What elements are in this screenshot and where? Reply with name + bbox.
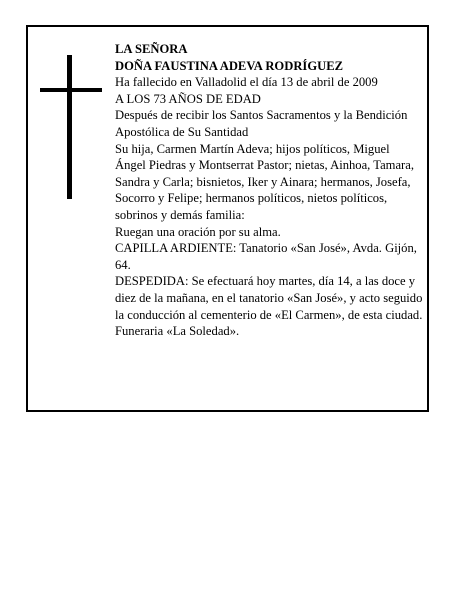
funeral-home-line: Funeraria «La Soledad». (115, 324, 240, 339)
cross-horizontal-bar (40, 88, 102, 92)
notice-title: LA SEÑORA (115, 42, 188, 56)
farewell-line: DESPEDIDA: Se efectuará hoy martes, día 14, a las doce y diez de la mañana, en el tanatorio «San José», y acto seguido la conducción al cementerio de «El Carmen», de esta ciudad. (115, 274, 423, 322)
death-line: Ha fallecido en Valladolid el día 13 de abril de 2009 (115, 75, 378, 90)
chapel-line: CAPILLA ARDIENTE: Tanatorio «San José», Avda. Gijón, 64. (115, 241, 417, 272)
cross-icon (40, 55, 102, 199)
sacraments-line: Después de recibir los Santos Sacramentos y la Bendición Apostólica de Su Santidad (115, 108, 408, 139)
cross-vertical-bar (67, 55, 72, 199)
obituary-notice (26, 25, 429, 412)
family-line: Su hija, Carmen Martín Adeva; hijos políticos, Miguel Ángel Piedras y Montserrat Pastor; nietas, Ainhoa, Tamara, Sandra y Carla; bisnietos, Iker y Ainara; hermanos, Josefa, Socorro y Felipe; hermanos políticos, nietos políticos, sobrinos y demás familia: (115, 141, 414, 222)
notice-text (115, 41, 423, 340)
age-line: A LOS 73 AÑOS DE EDAD (115, 91, 261, 106)
deceased-name: DOÑA FAUSTINA ADEVA RODRÍGUEZ (115, 58, 344, 73)
prayer-line: Ruegan una oración por su alma. (115, 224, 281, 239)
